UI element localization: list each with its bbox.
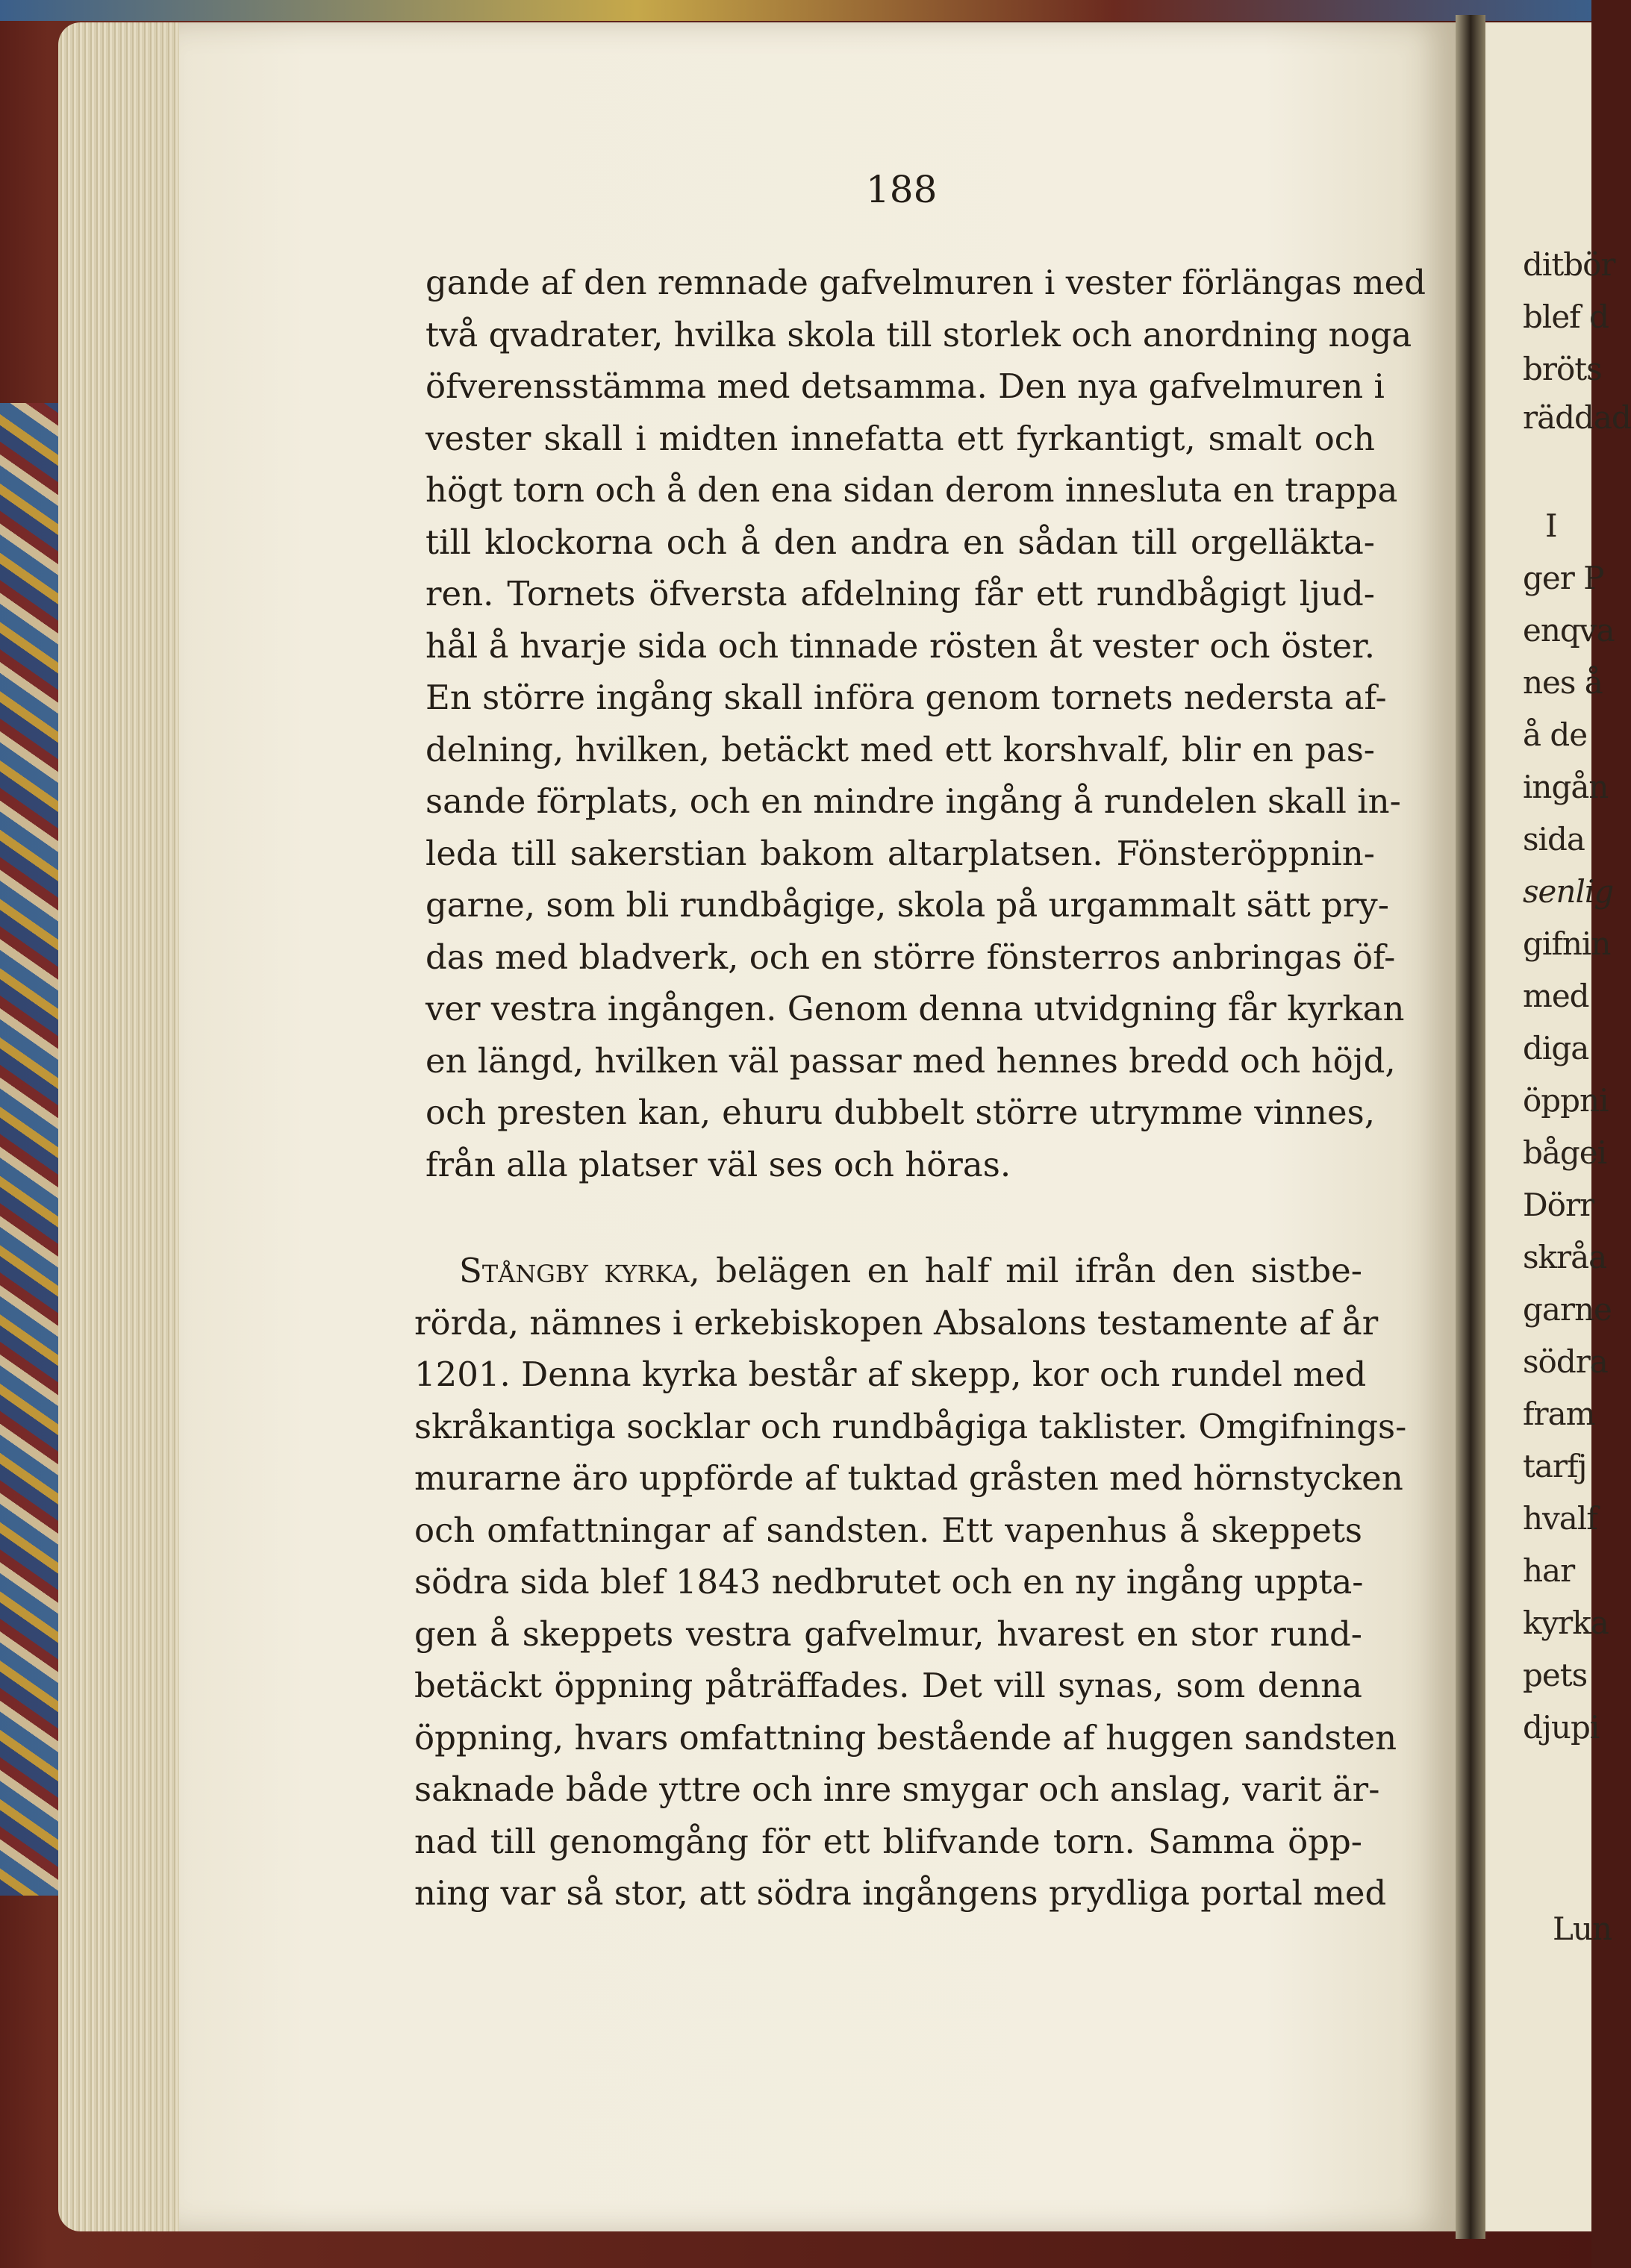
fragment: å de bbox=[1523, 716, 1588, 753]
fragment: ingån bbox=[1523, 769, 1609, 805]
text-line: En större ingång skall införa genom tornets nedersta af- bbox=[425, 678, 1387, 717]
text-line: till klockorna och å den andra en sådan till orgelläkta- bbox=[425, 522, 1375, 562]
text-line: södra sida blef 1843 nedbrutet och en ny ingång uppta- bbox=[414, 1562, 1364, 1602]
fragment: bågei bbox=[1523, 1134, 1607, 1171]
fragment: södra bbox=[1523, 1343, 1608, 1380]
text-line: och omfattningar af sandsten. Ett vapenhus å skeppets bbox=[414, 1510, 1362, 1550]
text-line: murarne äro uppförde af tuktad gråsten med hörnstycken bbox=[414, 1458, 1403, 1498]
text-line: das med bladverk, och en större fönsterros anbringas öf- bbox=[425, 937, 1396, 977]
paragraph-2 bbox=[414, 1245, 1407, 1919]
text-line: skråkantiga socklar och rundbågiga taklister. Omgifnings- bbox=[414, 1406, 1407, 1446]
fragment: ger P bbox=[1523, 560, 1604, 596]
fragment: gifnin bbox=[1523, 925, 1611, 962]
fragment: räddad bbox=[1523, 399, 1631, 436]
fragment: tarfj bbox=[1523, 1448, 1587, 1484]
text-line: och presten kan, ehuru dubbelt större utrymme vinnes, bbox=[425, 1093, 1375, 1132]
text-line: gande af den remnade gafvelmuren i vester förlängas med bbox=[425, 263, 1426, 302]
fragment: har bbox=[1523, 1552, 1575, 1589]
text-line: öfverensstämma med detsamma. Den nya gafvelmuren i bbox=[425, 366, 1385, 406]
cover-edge bbox=[0, 0, 1591, 21]
fragment: nes å bbox=[1523, 664, 1603, 701]
text-line: ver vestra ingången. Genom denna utvidgning får kyrkan bbox=[425, 989, 1405, 1028]
fragment: med bbox=[1523, 978, 1589, 1014]
text-line: ren. Tornets öfversta afdelning får ett rundbågigt ljud- bbox=[425, 574, 1375, 613]
text-line: vester skall i midten innefatta ett fyrkantigt, smalt och bbox=[425, 418, 1375, 458]
fragment: blef d bbox=[1523, 299, 1609, 335]
text-line: 1201. Denna kyrka består af skepp, kor och rundel med bbox=[414, 1355, 1367, 1394]
text-run: , belägen en half mil ifrån den sistbe- bbox=[689, 1251, 1362, 1290]
fragment: fram bbox=[1523, 1396, 1595, 1432]
text-line: hål å hvarje sida och tinnade rösten åt vester och öster. bbox=[425, 625, 1375, 666]
page-number: 188 bbox=[866, 168, 938, 211]
text-line: saknade både yttre och inre smygar och anslag, varit är- bbox=[414, 1769, 1380, 1809]
text-line-first bbox=[414, 1245, 1362, 1297]
text-line: sande förplats, och en mindre ingång å rundelen skall in- bbox=[425, 781, 1401, 821]
text-line: leda till sakerstian bakom altarplatsen. Fönsteröppnin- bbox=[425, 833, 1375, 873]
fragment: djupi bbox=[1523, 1709, 1600, 1746]
fragment: I bbox=[1545, 507, 1557, 544]
book-gutter bbox=[1456, 15, 1485, 2239]
fragment: ditbör bbox=[1523, 246, 1615, 283]
text-line: öppning, hvars omfattning bestående af huggen sandsten bbox=[414, 1717, 1397, 1758]
church-name-heading: Stångby kyrka bbox=[459, 1251, 690, 1290]
fragment: Dörr bbox=[1523, 1187, 1594, 1223]
fragment: kyrka bbox=[1523, 1605, 1609, 1641]
fragment: Lun bbox=[1553, 1911, 1612, 1947]
text-line: betäckt öppning påträffades. Det vill synas, som denna bbox=[414, 1666, 1362, 1705]
text-line: garne, som bli rundbågige, skola på urgammalt sätt pry- bbox=[425, 885, 1389, 925]
text-line: gen å skeppets vestra gafvelmur, hvarest en stor rund- bbox=[414, 1613, 1362, 1654]
next-page-edge bbox=[1485, 22, 1631, 2231]
fragment: pets bbox=[1523, 1657, 1588, 1693]
text-line: högt torn och å den ena sidan derom innesluta en trappa bbox=[425, 470, 1398, 510]
fragment: hvalf bbox=[1523, 1500, 1597, 1537]
fragment: öppni bbox=[1523, 1082, 1609, 1119]
text-line: nad till genomgång för ett blifvande torn. Samma öpp- bbox=[414, 1821, 1362, 1861]
fragment: senlig bbox=[1523, 873, 1614, 910]
text-line: från alla platser väl ses och höras. bbox=[425, 1144, 1011, 1184]
text-line: ning var så stor, att södra ingångens prydliga portal med bbox=[414, 1873, 1387, 1913]
fragment: bröts bbox=[1523, 351, 1602, 387]
marbled-endpaper bbox=[0, 403, 60, 1896]
text-line: delning, hvilken, betäckt med ett korshvalf, blir en pas- bbox=[425, 729, 1375, 769]
paragraph-1 bbox=[425, 257, 1426, 1190]
fragment: skråa bbox=[1523, 1239, 1607, 1275]
text-line: två qvadrater, hvilka skola till storlek och anordning noga bbox=[425, 314, 1412, 354]
fragment: diga bbox=[1523, 1030, 1589, 1066]
text-line: rörda, nämnes i erkebiskopen Absalons testamente af år bbox=[414, 1302, 1379, 1343]
fragment: sida bbox=[1523, 821, 1585, 857]
text-line: en längd, hvilken väl passar med hennes bredd och höjd, bbox=[425, 1040, 1396, 1081]
fragment: garne bbox=[1523, 1291, 1612, 1328]
fragment: enqva bbox=[1523, 612, 1615, 649]
page-stack bbox=[58, 22, 185, 2231]
